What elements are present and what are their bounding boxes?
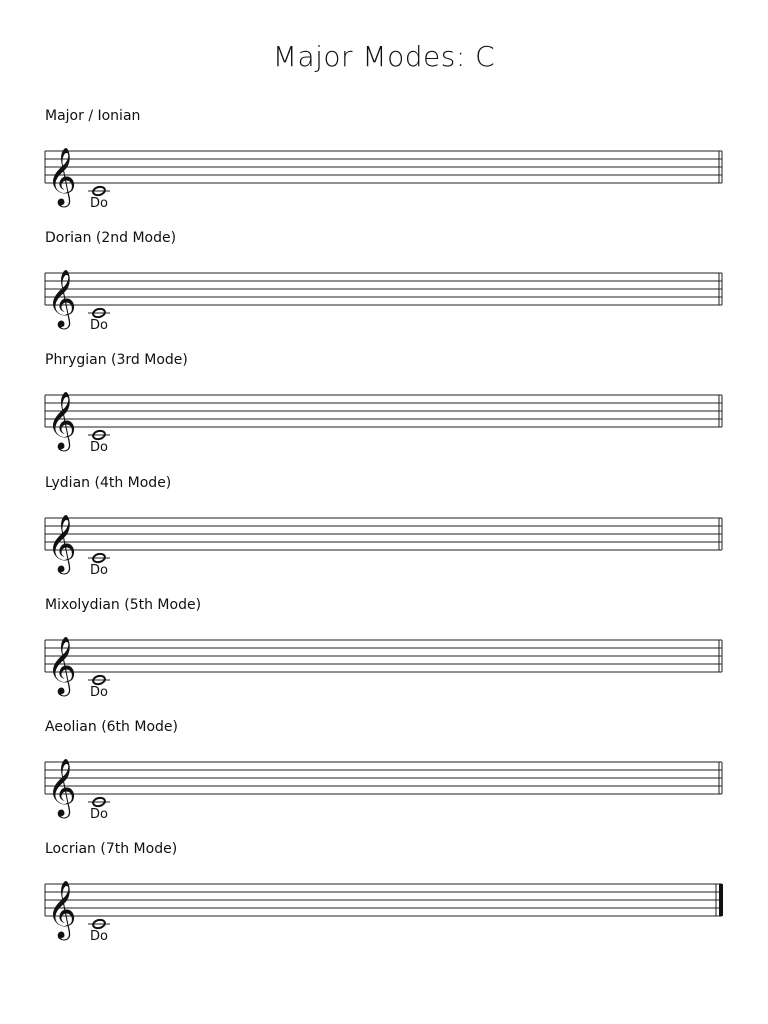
final-barline-thick <box>719 884 723 916</box>
solfege-syllable: Do <box>90 684 108 700</box>
treble-clef-icon: 𝄞 <box>47 391 77 450</box>
treble-clef-icon: 𝄞 <box>47 513 77 572</box>
mode-label: Locrian (7th Mode) <box>45 841 178 858</box>
mode-label: Aeolian (6th Mode) <box>45 719 178 735</box>
solfege-syllable: Do <box>90 318 108 334</box>
solfege-syllable: Do <box>90 562 108 578</box>
solfege-syllable: Do <box>90 196 108 211</box>
music-staff <box>0 498 768 588</box>
mode-label: Mixolydian (5th Mode) <box>45 596 202 613</box>
music-staff <box>0 253 768 343</box>
mode-label: Lydian (4th Mode) <box>45 474 172 491</box>
page-title: Major Modes: C <box>272 40 496 73</box>
solfege-syllable: Do <box>90 929 108 945</box>
treble-clef-icon: 𝄞 <box>47 635 77 694</box>
treble-clef-icon: 𝄞 <box>47 758 77 816</box>
mode-label: Phrygian (3rd Mode) <box>45 352 188 369</box>
music-staff <box>0 131 768 221</box>
solfege-syllable: Do <box>90 807 108 822</box>
treble-clef-icon: 𝄞 <box>47 147 77 205</box>
music-staff <box>0 864 768 954</box>
mode-label: Dorian (2nd Mode) <box>45 230 177 247</box>
mode-label: Major / Ionian <box>45 108 141 124</box>
treble-clef-icon: 𝄞 <box>47 880 77 939</box>
music-staff <box>0 620 768 710</box>
treble-clef-icon: 𝄞 <box>47 269 77 328</box>
solfege-syllable: Do <box>90 440 108 456</box>
music-staff <box>0 742 768 832</box>
music-staff <box>0 375 768 465</box>
